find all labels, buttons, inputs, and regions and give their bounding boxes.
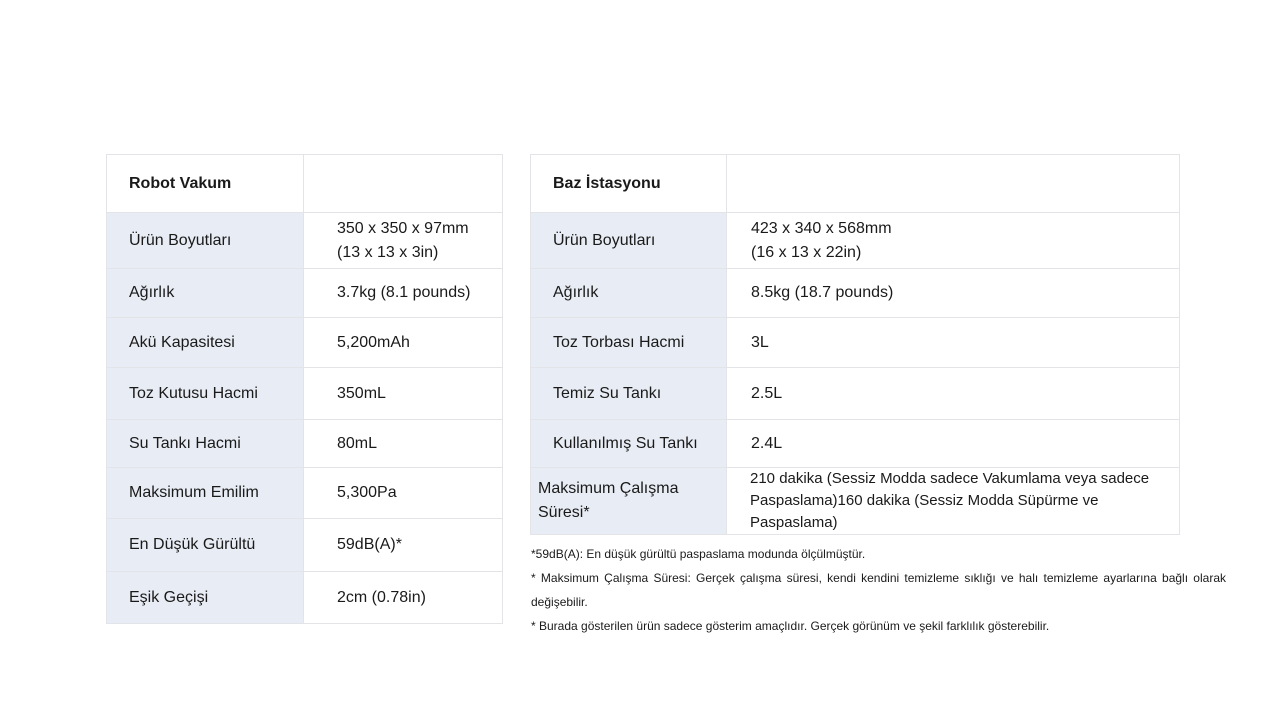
spec-value: 2cm (0.78in)	[304, 572, 503, 624]
spec-value: 5,200mAh	[304, 318, 503, 368]
footnotes	[531, 542, 1226, 638]
spec-label: Ürün Boyutları	[107, 213, 304, 269]
base-station-spec-table	[530, 154, 1180, 535]
spec-label: Akü Kapasitesi	[107, 318, 304, 368]
spec-label: Maksimum Çalışma Süresi*	[531, 468, 727, 535]
spec-value-line: 350 x 350 x 97mm	[337, 219, 469, 237]
spec-value-line: 210 dakika (Sessiz Modda sadece Vakumlama veya sadece	[750, 470, 1150, 487]
spec-value: 2.5L	[727, 368, 1180, 420]
table-row	[531, 368, 1180, 420]
header-empty-cell	[304, 155, 503, 213]
header-empty-cell	[727, 155, 1180, 213]
spec-value-line: (16 x 13 x 22in)	[751, 243, 862, 261]
spec-value-line: 423 x 340 x 568mm	[751, 219, 892, 237]
spec-value	[727, 468, 1180, 535]
spec-value-line: Paspaslama)160 dakika (Sessiz Modda Süpürme ve Paspaslama)	[750, 492, 1099, 531]
table-header-row	[531, 155, 1180, 213]
spec-value: 350mL	[304, 368, 503, 420]
spec-label: Su Tankı Hacmi	[107, 420, 304, 468]
table-row	[531, 269, 1180, 318]
table-row	[107, 420, 503, 468]
spec-value	[727, 213, 1180, 269]
table-row	[531, 468, 1180, 535]
table-row	[531, 213, 1180, 269]
table-row	[107, 368, 503, 420]
spec-label: Ağırlık	[531, 269, 727, 318]
table-row	[107, 213, 503, 269]
robot-vacuum-spec-table	[106, 154, 503, 624]
table-row	[107, 519, 503, 572]
footnote: * Maksimum Çalışma Süresi: Gerçek çalışma süresi, kendi kendini temizleme sıklığı ve halı temizleme ayarlarına bağlı olarak değişebilir.	[531, 571, 1226, 609]
spec-label: Kullanılmış Su Tankı	[531, 420, 727, 468]
spec-label: Temiz Su Tankı	[531, 368, 727, 420]
table-row	[107, 572, 503, 624]
footnote: * Burada gösterilen ürün sadece gösterim amaçlıdır. Gerçek görünüm ve şekil farklılık gösterebilir.	[531, 619, 1050, 633]
spec-value: 3L	[727, 318, 1180, 368]
robot-table-title: Robot Vakum	[107, 155, 304, 213]
base-table-title: Baz İstasyonu	[531, 155, 727, 213]
table-row	[531, 318, 1180, 368]
spec-label: En Düşük Gürültü	[107, 519, 304, 572]
spec-value: 5,300Pa	[304, 468, 503, 519]
spec-label: Toz Kutusu Hacmi	[107, 368, 304, 420]
spec-value: 80mL	[304, 420, 503, 468]
table-row	[107, 318, 503, 368]
spec-value: 59dB(A)*	[304, 519, 503, 572]
spec-value: 8.5kg (18.7 pounds)	[727, 269, 1180, 318]
table-row	[107, 269, 503, 318]
spec-value: 3.7kg (8.1 pounds)	[304, 269, 503, 318]
spec-label: Ürün Boyutları	[531, 213, 727, 269]
spec-label: Maksimum Emilim	[107, 468, 304, 519]
spec-value	[304, 213, 503, 269]
footnote: *59dB(A): En düşük gürültü paspaslama modunda ölçülmüştür.	[531, 547, 866, 561]
spec-label: Toz Torbası Hacmi	[531, 318, 727, 368]
table-row	[531, 420, 1180, 468]
spec-value: 2.4L	[727, 420, 1180, 468]
table-row	[107, 468, 503, 519]
spec-label: Eşik Geçişi	[107, 572, 304, 624]
spec-label: Ağırlık	[107, 269, 304, 318]
table-header-row	[107, 155, 503, 213]
spec-value-line: (13 x 13 x 3in)	[337, 243, 439, 261]
